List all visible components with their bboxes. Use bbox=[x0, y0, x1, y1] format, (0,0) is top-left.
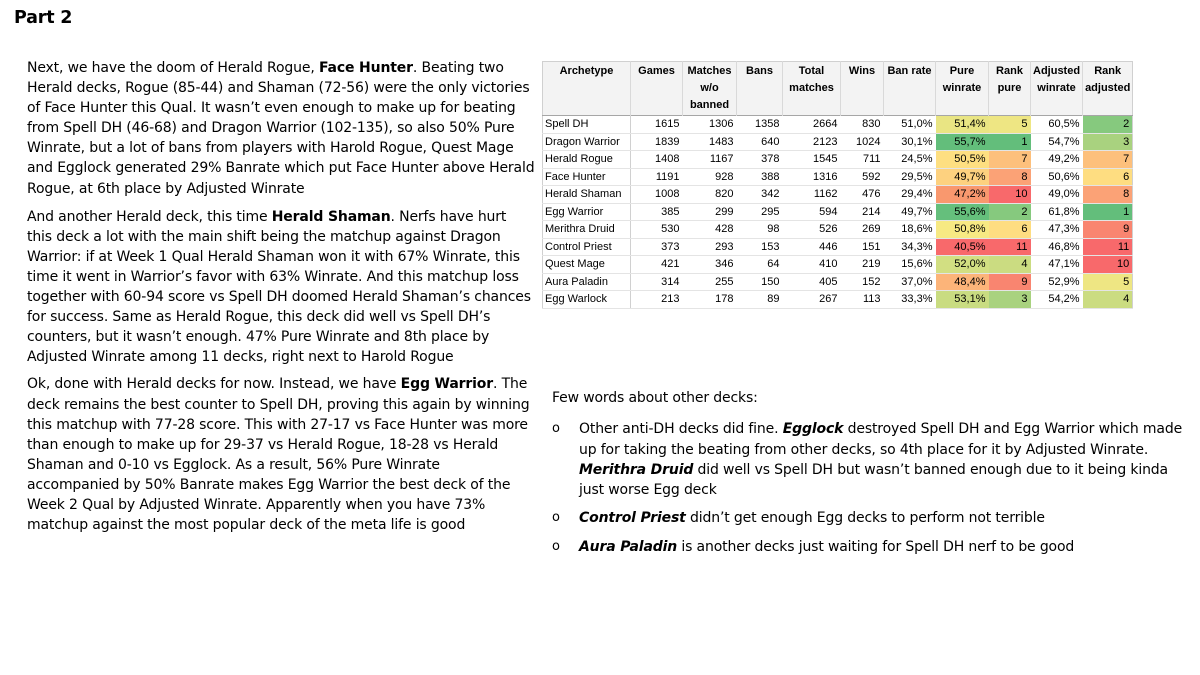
bullet-marker: o bbox=[552, 510, 560, 526]
table-cell: 476 bbox=[841, 186, 884, 204]
table-cell: 10 bbox=[989, 186, 1031, 204]
table-cell: 49,0% bbox=[1031, 186, 1083, 204]
table-cell: 24,5% bbox=[884, 151, 936, 169]
table-cell: 55,7% bbox=[936, 133, 989, 151]
table-cell: 6 bbox=[1083, 168, 1133, 186]
table-cell: 928 bbox=[683, 168, 737, 186]
column-header: Archetype bbox=[543, 62, 631, 116]
table-row bbox=[543, 256, 1133, 274]
archetype-cell: Dragon Warrior bbox=[543, 133, 631, 151]
table-row bbox=[543, 273, 1133, 291]
column-header: Pure winrate bbox=[936, 62, 989, 116]
table-cell: 530 bbox=[631, 221, 683, 239]
table-cell: 50,8% bbox=[936, 221, 989, 239]
table-row bbox=[543, 238, 1133, 256]
table-cell: 342 bbox=[737, 186, 783, 204]
table-row bbox=[543, 221, 1133, 239]
table-cell: 29,4% bbox=[884, 186, 936, 204]
table-cell: 214 bbox=[841, 203, 884, 221]
table-cell: 40,5% bbox=[936, 238, 989, 256]
table-row bbox=[543, 291, 1133, 309]
paragraph-egg-warrior bbox=[27, 374, 535, 535]
list-text-segment: didn’t get enough Egg decks to perform not terrible bbox=[685, 510, 1045, 527]
table-cell: 29,5% bbox=[884, 168, 936, 186]
table-cell: 1483 bbox=[683, 133, 737, 151]
table-cell: 446 bbox=[783, 238, 841, 256]
archetype-cell: Herald Shaman bbox=[543, 186, 631, 204]
column-header: Rank adjusted bbox=[1083, 62, 1133, 116]
table-cell: 6 bbox=[989, 221, 1031, 239]
table-cell: 47,2% bbox=[936, 186, 989, 204]
table-cell: 113 bbox=[841, 291, 884, 309]
table-header bbox=[543, 62, 1133, 116]
table-cell: 61,8% bbox=[1031, 203, 1083, 221]
table-cell: 421 bbox=[631, 256, 683, 274]
table-cell: 255 bbox=[683, 273, 737, 291]
table-cell: 346 bbox=[683, 256, 737, 274]
table-cell: 49,7% bbox=[936, 168, 989, 186]
archetype-cell: Face Hunter bbox=[543, 168, 631, 186]
deck-name-emphasis: Control Priest bbox=[579, 510, 686, 527]
table-cell: 15,6% bbox=[884, 256, 936, 274]
table-cell: 9 bbox=[989, 273, 1031, 291]
analysis-text bbox=[27, 58, 535, 535]
list-text-segment: did well vs Spell DH but wasn’t banned enough due to it being kinda just worse Egg deck bbox=[579, 461, 1168, 499]
table-cell: 2 bbox=[1083, 116, 1133, 134]
table-cell: 7 bbox=[989, 151, 1031, 169]
table-cell: 9 bbox=[1083, 221, 1133, 239]
bullet-marker: o bbox=[552, 538, 560, 554]
table-cell: 52,0% bbox=[936, 256, 989, 274]
table-cell: 46,8% bbox=[1031, 238, 1083, 256]
table-cell: 1615 bbox=[631, 116, 683, 134]
table-cell: 54,2% bbox=[1031, 291, 1083, 309]
table-cell: 1316 bbox=[783, 168, 841, 186]
table-cell: 54,7% bbox=[1031, 133, 1083, 151]
table-cell: 153 bbox=[737, 238, 783, 256]
table-cell: 410 bbox=[783, 256, 841, 274]
table-cell: 711 bbox=[841, 151, 884, 169]
archetype-stats-table bbox=[542, 61, 1133, 309]
list-item-text bbox=[579, 419, 1192, 500]
table-cell: 3 bbox=[989, 291, 1031, 309]
paragraph-face-hunter bbox=[27, 58, 535, 199]
table-cell: 5 bbox=[989, 116, 1031, 134]
list-item-text bbox=[579, 537, 1192, 557]
table-cell: 219 bbox=[841, 256, 884, 274]
table-cell: 1191 bbox=[631, 168, 683, 186]
table-cell: 640 bbox=[737, 133, 783, 151]
table-cell: 4 bbox=[1083, 291, 1133, 309]
table-cell: 98 bbox=[737, 221, 783, 239]
table-cell: 428 bbox=[683, 221, 737, 239]
table-cell: 2664 bbox=[783, 116, 841, 134]
table-row bbox=[543, 116, 1133, 134]
paragraph-text: Ok, done with Herald decks for now. Instead, we have bbox=[27, 376, 401, 393]
table-cell: 293 bbox=[683, 238, 737, 256]
list-item bbox=[552, 419, 1192, 500]
table-cell: 385 bbox=[631, 203, 683, 221]
table-row bbox=[543, 203, 1133, 221]
table-cell: 60,5% bbox=[1031, 116, 1083, 134]
archetype-cell: Herald Rogue bbox=[543, 151, 631, 169]
archetype-cell: Merithra Druid bbox=[543, 221, 631, 239]
table-cell: 1 bbox=[989, 133, 1031, 151]
table-cell: 7 bbox=[1083, 151, 1133, 169]
table-body bbox=[543, 116, 1133, 309]
column-header: Ban rate bbox=[884, 62, 936, 116]
table-cell: 269 bbox=[841, 221, 884, 239]
table-cell: 1358 bbox=[737, 116, 783, 134]
archetype-cell: Aura Paladin bbox=[543, 273, 631, 291]
table-cell: 30,1% bbox=[884, 133, 936, 151]
other-decks-section bbox=[552, 388, 1192, 565]
paragraph-text: Next, we have the doom of Herald Rogue, bbox=[27, 60, 319, 76]
deck-name-emphasis: Aura Paladin bbox=[579, 538, 678, 555]
table-cell: 64 bbox=[737, 256, 783, 274]
table-cell: 89 bbox=[737, 291, 783, 309]
stats-table-container bbox=[542, 61, 1133, 309]
paragraph-text: . Nerfs have hurt this deck a lot with the main shift being the matchup against Dragon Warrior: if at Week 1 Qual Herald Shaman won it with 67% Winrate, this time it went in Warrior’s favor with 63% Winrate. And this matchup loss together with 60-94 score vs Spell DH doomed Herald Shaman’s chances for success. Same as Herald Rogue, this deck did well vs Spell DH’s counters, but it wasn’t enough. 47% Pure Winrate and 8th place by Adjusted Winrate among 11 decks, right next to Harold Rogue bbox=[27, 208, 531, 366]
table-cell: 388 bbox=[737, 168, 783, 186]
table-row bbox=[543, 186, 1133, 204]
table-cell: 405 bbox=[783, 273, 841, 291]
column-header: Games bbox=[631, 62, 683, 116]
archetype-cell: Egg Warrior bbox=[543, 203, 631, 221]
table-cell: 18,6% bbox=[884, 221, 936, 239]
table-cell: 830 bbox=[841, 116, 884, 134]
table-cell: 47,3% bbox=[1031, 221, 1083, 239]
column-header: Total matches bbox=[783, 62, 841, 116]
other-decks-heading: Few words about other decks: bbox=[552, 390, 758, 406]
table-cell: 48,4% bbox=[936, 273, 989, 291]
table-row bbox=[543, 133, 1133, 151]
table-cell: 299 bbox=[683, 203, 737, 221]
table-cell: 820 bbox=[683, 186, 737, 204]
table-cell: 295 bbox=[737, 203, 783, 221]
table-cell: 1008 bbox=[631, 186, 683, 204]
table-cell: 1408 bbox=[631, 151, 683, 169]
deck-name-emphasis: Merithra Druid bbox=[579, 461, 694, 478]
header-row bbox=[543, 62, 1133, 116]
paragraph-herald-shaman bbox=[27, 207, 535, 368]
table-row bbox=[543, 168, 1133, 186]
table-cell: 4 bbox=[989, 256, 1031, 274]
list-item-text bbox=[579, 508, 1192, 528]
table-cell: 594 bbox=[783, 203, 841, 221]
table-cell: 1167 bbox=[683, 151, 737, 169]
table-cell: 8 bbox=[1083, 186, 1133, 204]
table-cell: 178 bbox=[683, 291, 737, 309]
deck-name-bold: Egg Warrior bbox=[400, 376, 494, 393]
table-cell: 51,4% bbox=[936, 116, 989, 134]
table-cell: 592 bbox=[841, 168, 884, 186]
column-header: Wins bbox=[841, 62, 884, 116]
table-cell: 3 bbox=[1083, 133, 1133, 151]
other-decks-list bbox=[552, 419, 1192, 557]
table-cell: 11 bbox=[1083, 238, 1133, 256]
table-cell: 2123 bbox=[783, 133, 841, 151]
column-header: Bans bbox=[737, 62, 783, 116]
table-cell: 378 bbox=[737, 151, 783, 169]
list-text-segment: is another decks just waiting for Spell DH nerf to be good bbox=[677, 538, 1075, 555]
table-cell: 152 bbox=[841, 273, 884, 291]
table-cell: 2 bbox=[989, 203, 1031, 221]
table-cell: 1 bbox=[1083, 203, 1133, 221]
table-cell: 50,5% bbox=[936, 151, 989, 169]
table-cell: 55,6% bbox=[936, 203, 989, 221]
list-text-segment: Other anti-DH decks did fine. bbox=[579, 421, 783, 438]
deck-name-bold: Face Hunter bbox=[318, 60, 413, 76]
table-cell: 33,3% bbox=[884, 291, 936, 309]
list-item bbox=[552, 537, 1192, 557]
table-cell: 1306 bbox=[683, 116, 737, 134]
page-title: Part 2 bbox=[14, 8, 73, 28]
table-cell: 373 bbox=[631, 238, 683, 256]
paragraph-text: And another Herald deck, this time bbox=[27, 208, 272, 225]
table-cell: 314 bbox=[631, 273, 683, 291]
table-cell: 1839 bbox=[631, 133, 683, 151]
archetype-cell: Egg Warlock bbox=[543, 291, 631, 309]
paragraph-text: . The deck remains the best counter to Spell DH, proving this again by winning this matchup with 77-28 score. This with 27-17 vs Face Hunter was more than enough to make up for 29-37 vs Herald Rogue, 18-28 vs Herald Shaman and 0-10 vs Egglock. As a result, 56% Pure Winrate accompanied by 50% Banrate makes Egg Warrior the best deck of the Week 2 Qual by Adjusted Winrate. Apparently when you have 73% matchup against the most popular deck of the meta life is good bbox=[27, 376, 530, 534]
table-cell: 47,1% bbox=[1031, 256, 1083, 274]
deck-name-emphasis: Egglock bbox=[782, 421, 844, 438]
table-cell: 51,0% bbox=[884, 116, 936, 134]
table-cell: 213 bbox=[631, 291, 683, 309]
table-cell: 11 bbox=[989, 238, 1031, 256]
column-header: Rank pure bbox=[989, 62, 1031, 116]
list-item bbox=[552, 508, 1192, 528]
table-cell: 53,1% bbox=[936, 291, 989, 309]
table-cell: 49,2% bbox=[1031, 151, 1083, 169]
table-cell: 34,3% bbox=[884, 238, 936, 256]
table-cell: 8 bbox=[989, 168, 1031, 186]
paragraph-text: . Beating two Herald decks, Rogue (85-44) and Shaman (72-56) were the only victories of Face Hunter this Qual. It wasn’t even enough to make up for beating from Spell DH (46-68) and Dragon Warrior (102-135), so also 50% Pure Winrate, but a lot of bans from players with Harold Rogue, Quest Mage and Egglock generated 29% Banrate which put Face Hunter above Herald Rogue, at 6th place by Adjusted Winrate bbox=[27, 60, 535, 197]
table-cell: 1024 bbox=[841, 133, 884, 151]
table-cell: 1162 bbox=[783, 186, 841, 204]
archetype-cell: Control Priest bbox=[543, 238, 631, 256]
list-text-segment: destroyed Spell DH and Egg Warrior which made up for taking the beating from other decks, so 4th place for it by Adjusted Winrate. bbox=[579, 421, 1183, 458]
table-cell: 151 bbox=[841, 238, 884, 256]
table-cell: 526 bbox=[783, 221, 841, 239]
table-row bbox=[543, 151, 1133, 169]
archetype-cell: Spell DH bbox=[543, 116, 631, 134]
deck-name-bold: Herald Shaman bbox=[271, 208, 391, 225]
table-cell: 37,0% bbox=[884, 273, 936, 291]
archetype-cell: Quest Mage bbox=[543, 256, 631, 274]
table-cell: 150 bbox=[737, 273, 783, 291]
table-cell: 50,6% bbox=[1031, 168, 1083, 186]
bullet-marker: o bbox=[552, 421, 560, 437]
table-cell: 1545 bbox=[783, 151, 841, 169]
table-cell: 10 bbox=[1083, 256, 1133, 274]
table-cell: 49,7% bbox=[884, 203, 936, 221]
table-cell: 267 bbox=[783, 291, 841, 309]
column-header: Matches w/o banned bbox=[683, 62, 737, 116]
column-header: Adjusted winrate bbox=[1031, 62, 1083, 116]
table-cell: 5 bbox=[1083, 273, 1133, 291]
table-cell: 52,9% bbox=[1031, 273, 1083, 291]
